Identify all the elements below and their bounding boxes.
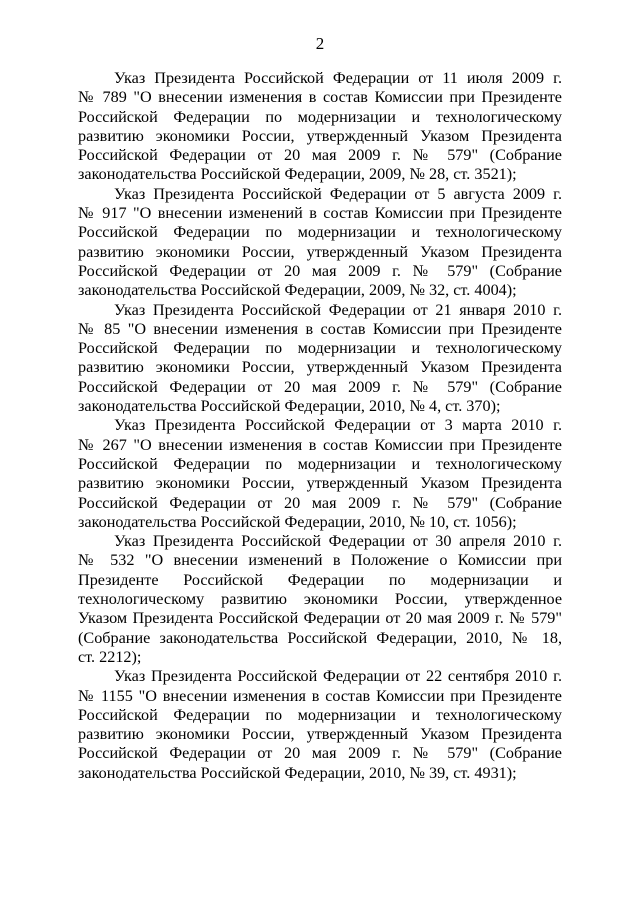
text-line: законодательства Российской Федерации, 2010, № 4, ст. 370); bbox=[78, 397, 501, 416]
text-line: (Собрание законодательства Российской Федерации, 2010, № 18, bbox=[78, 628, 562, 647]
text-line: технологическому развитию экономики России, утвержденное bbox=[78, 590, 562, 609]
text-line: Указ Президента Российской Федерации от 11 июля 2009 г. bbox=[114, 69, 562, 87]
text-line: Российской Федерации по модернизации и технологическому bbox=[78, 454, 562, 473]
text-line: развитию экономики России, утвержденный Указом Президента bbox=[78, 474, 562, 493]
decree-entry bbox=[78, 532, 562, 667]
text-line: Российской Федерации по модернизации и технологическому bbox=[78, 339, 562, 358]
text-line: № 789 "О внесении изменения в состав Комиссии при Президенте bbox=[78, 88, 562, 107]
text-line: Российской Федерации по модернизации и технологическому bbox=[78, 705, 562, 724]
text-line: законодательства Российской Федерации, 2010, № 39, ст. 4931); bbox=[78, 763, 517, 782]
text-line: Российской Федерации от 20 мая 2009 г. № 579" (Собрание bbox=[78, 377, 562, 396]
text-line: Российской Федерации от 20 мая 2009 г. № 579" (Собрание bbox=[78, 146, 562, 165]
text-line: Российской Федерации от 20 мая 2009 г. № 579" (Собрание bbox=[78, 744, 562, 763]
text-line: № 85 "О внесении изменения в состав Комиссии при Президенте bbox=[78, 319, 562, 338]
text-line: Президенте Российской Федерации по модернизации и bbox=[78, 570, 562, 589]
text-line: Указ Президента Российской Федерации от 30 апреля 2010 г. bbox=[114, 532, 562, 551]
text-line: законодательства Российской Федерации, 2010, № 10, ст. 1056); bbox=[78, 512, 517, 531]
text-line: Российской Федерации по модернизации и технологическому bbox=[78, 223, 562, 242]
text-line: законодательства Российской Федерации, 2009, № 32, ст. 4004); bbox=[78, 281, 517, 300]
text-line: развитию экономики России, утвержденный Указом Президента bbox=[78, 725, 562, 744]
text-line: Указом Президента Российской Федерации от 20 мая 2009 г. № 579" bbox=[78, 609, 562, 628]
text-line: Указ Президента Российской Федерации от 3 марта 2010 г. bbox=[114, 416, 562, 435]
document-body bbox=[78, 69, 562, 783]
text-line: развитию экономики России, утвержденный Указом Президента bbox=[78, 126, 562, 145]
text-line: законодательства Российской Федерации, 2009, № 28, ст. 3521); bbox=[78, 165, 517, 184]
text-line: ст. 2212); bbox=[78, 647, 142, 666]
decree-entry bbox=[78, 416, 562, 532]
text-line: № 1155 "О внесении изменения в состав Комиссии при Президенте bbox=[78, 686, 562, 705]
text-line: развитию экономики России, утвержденный Указом Президента bbox=[78, 358, 562, 377]
text-line: развитию экономики России, утвержденный Указом Президента bbox=[78, 242, 562, 261]
decree-entry bbox=[78, 69, 562, 185]
decree-entry bbox=[78, 185, 562, 301]
text-line: Указ Президента Российской Федерации от 21 января 2010 г. bbox=[114, 300, 562, 319]
text-line: № 267 "О внесении изменения в состав Комиссии при Президенте bbox=[78, 435, 562, 454]
decree-entry bbox=[78, 301, 562, 417]
text-line: Указ Президента Российской Федерации от 5 августа 2009 г. bbox=[114, 184, 562, 203]
text-line: № 917 "О внесении изменений в состав Комиссии при Президенте bbox=[78, 204, 562, 223]
text-line: Российской Федерации от 20 мая 2009 г. № 579" (Собрание bbox=[78, 493, 562, 512]
page-number: 2 bbox=[315, 34, 325, 53]
decree-entry bbox=[78, 667, 562, 783]
text-line: Российской Федерации от 20 мая 2009 г. № 579" (Собрание bbox=[78, 261, 562, 280]
text-line: № 532 "О внесении изменений в Положение о Комиссии при bbox=[78, 551, 562, 570]
text-line: Указ Президента Российской Федерации от 22 сентября 2010 г. bbox=[114, 667, 562, 686]
text-line: Российской Федерации по модернизации и технологическому bbox=[78, 107, 562, 126]
